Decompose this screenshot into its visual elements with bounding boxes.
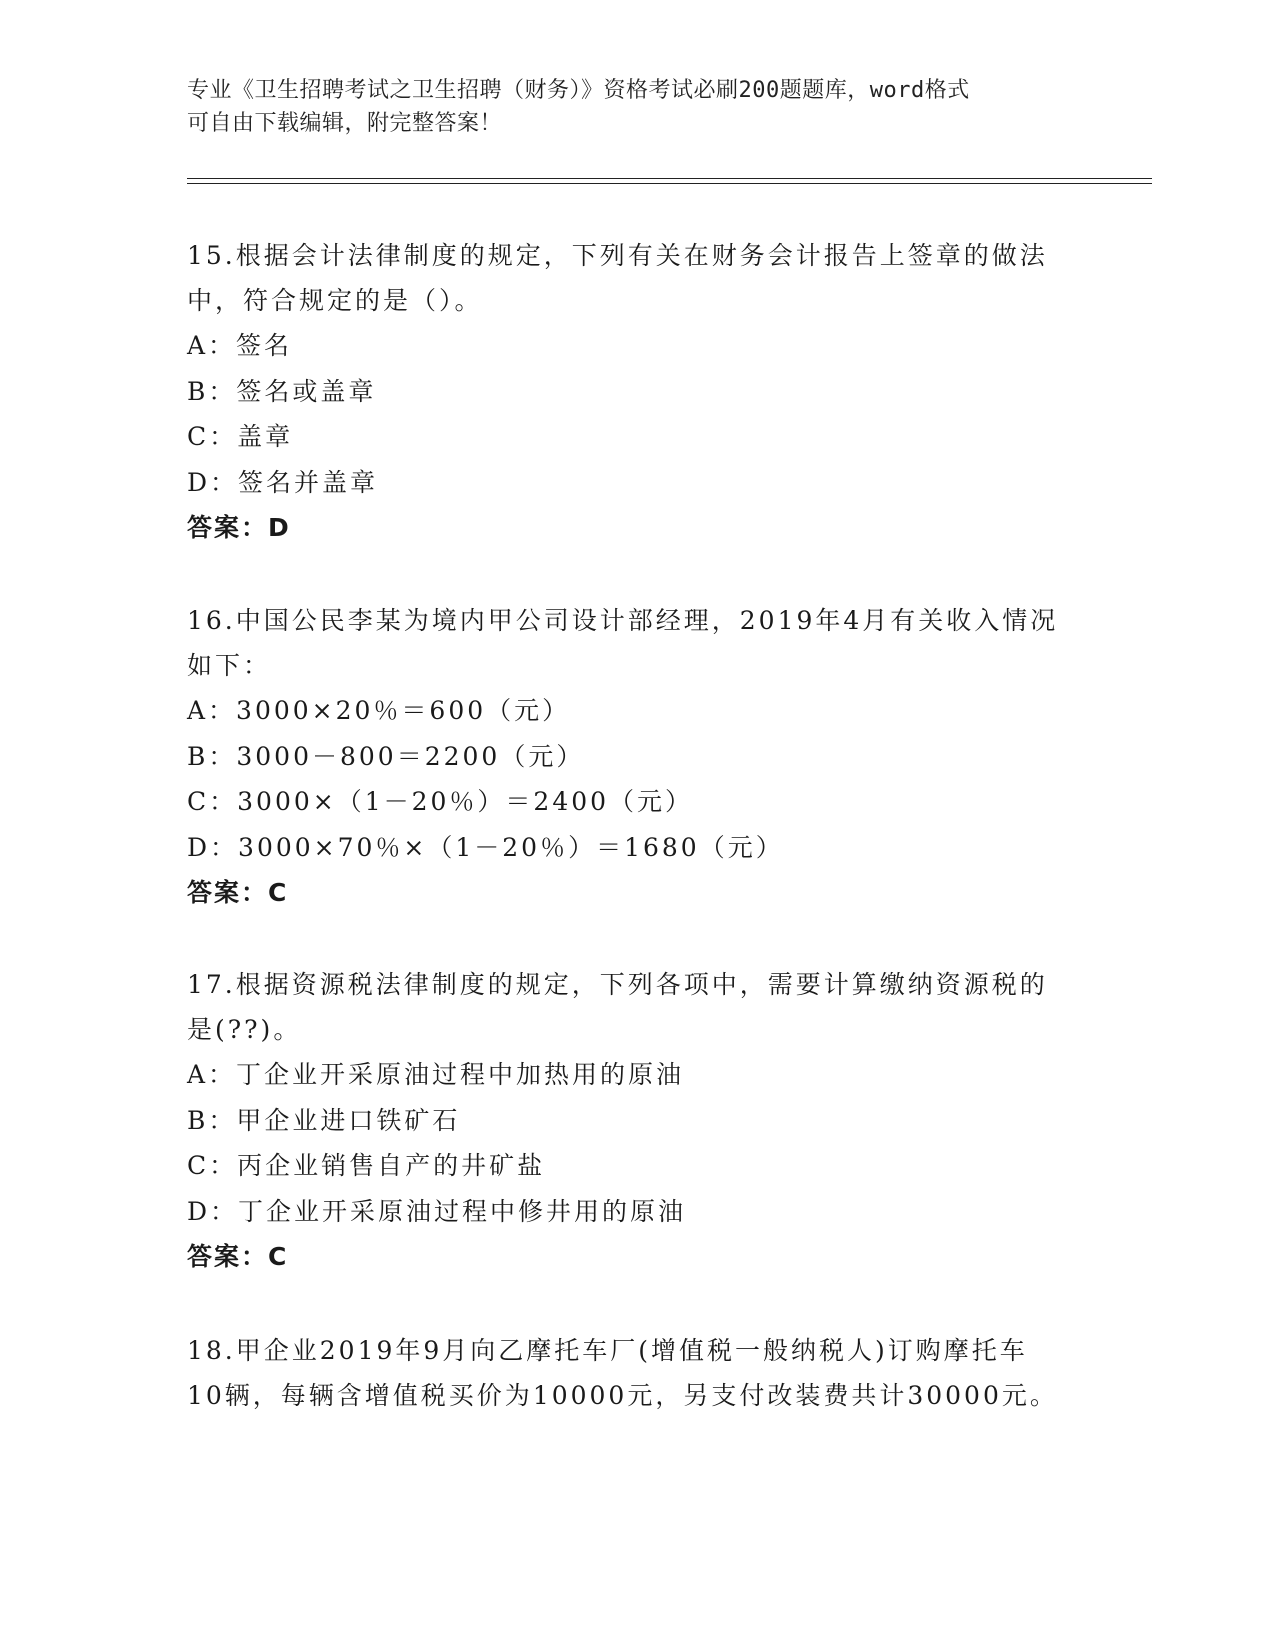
option-d: D：3000×70％×（1－20％）＝1680（元） bbox=[187, 832, 784, 862]
question-stem-line: 是(??)。 bbox=[187, 1015, 302, 1044]
document-header bbox=[187, 74, 1067, 140]
option-a: A：丁企业开采原油过程中加热用的原油 bbox=[187, 1060, 685, 1089]
option-b: B：3000－800＝2200（元） bbox=[187, 741, 585, 771]
answer-label: 答案：D bbox=[187, 513, 291, 542]
header-line-2: 可自由下载编辑，附完整答案！ bbox=[187, 111, 503, 136]
option-b: B：甲企业进口铁矿石 bbox=[187, 1105, 461, 1135]
answer-label: 答案：C bbox=[187, 878, 289, 907]
option-d: D：签名并盖章 bbox=[187, 467, 379, 497]
header-divider-top bbox=[187, 178, 1152, 179]
question-stem-line: 15.根据会计法律制度的规定，下列有关在财务会计报告上签章的做法 bbox=[187, 241, 1048, 270]
option-a: A：3000×20％＝600（元） bbox=[187, 696, 571, 725]
option-a: A：签名 bbox=[187, 331, 293, 360]
option-c: C：盖章 bbox=[187, 422, 294, 451]
question-18 bbox=[187, 1328, 1087, 1418]
question-stem-line: 如下： bbox=[187, 651, 272, 680]
question-stem-line: 10辆，每辆含增值税买价为10000元，另支付改装费共计30000元。 bbox=[187, 1381, 1058, 1410]
option-c: C：丙企业销售自产的井矿盐 bbox=[187, 1151, 546, 1180]
option-b: B：签名或盖章 bbox=[187, 376, 377, 406]
question-stem-line: 16.中国公民李某为境内甲公司设计部经理，2019年4月有关收入情况 bbox=[187, 606, 1059, 635]
option-d: D：丁企业开采原油过程中修井用的原油 bbox=[187, 1196, 687, 1226]
answer-label: 答案：C bbox=[187, 1242, 289, 1271]
question-17 bbox=[187, 962, 1087, 1279]
question-stem-line: 17.根据资源税法律制度的规定，下列各项中，需要计算缴纳资源税的 bbox=[187, 970, 1048, 999]
option-c: C：3000×（1－20％）＝2400（元） bbox=[187, 787, 694, 816]
question-16 bbox=[187, 598, 1087, 915]
header-line-1: 专业《卫生招聘考试之卫生招聘（财务）》资格考试必刷200题题库，word格式 bbox=[187, 78, 970, 103]
header-divider-bottom bbox=[187, 183, 1152, 184]
question-15 bbox=[187, 233, 1087, 550]
question-stem-line: 18.甲企业2019年9月向乙摩托车厂(增值税一般纳税人)订购摩托车 bbox=[187, 1336, 1028, 1365]
question-stem-line: 中，符合规定的是（）。 bbox=[187, 286, 483, 315]
